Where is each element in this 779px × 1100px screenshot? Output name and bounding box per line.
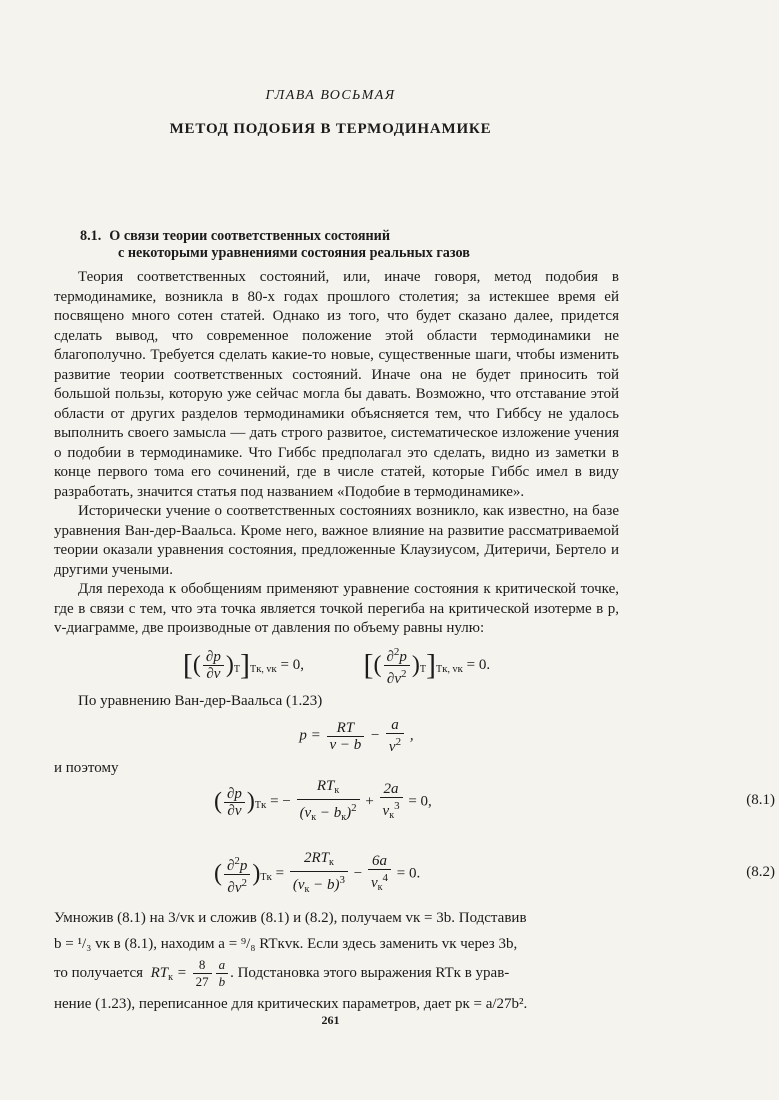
paragraph: Исторически учение о соответственных состояниях возникло, как известно, на базе уравнения Ван-дер-Ваальса. Кроме него, важное влияние на развитие рассматриваемой теории оказали уравнения состояния, предложенные Клаузиусом, Дитеричи, Бертело и другими учеными. <box>54 503 619 578</box>
closing-line: нение (1.23), переписанное для критических параметров, дает pк = a/27b². <box>54 995 528 1012</box>
therefore-text: и поэтому <box>54 760 119 776</box>
closing-line3-end: . Подстановка этого выражения RTк в урав- <box>230 964 510 981</box>
equation-8-2: ( $\frac{\partial^2p}{\partial v^2}$ )$_{Tк}$ = $\frac{2RT_к}{(v_к - b)^3}$ − $\frac{6a}{v_к^4}$ = 0. (8.2) <box>214 850 775 896</box>
paragraph: Теория соответственных состояний, или, иначе говоря, метод подобия в термодинамике, возникла в 80-х годах прошлого столетия; за истекшее время ей посвящено много сотен статей. Однако из того, что будет сказано далее, придется сделать вывод, что современное положение этой области термодинамики не благополучно. Требуется сделать какие-то новые, существенные шаги, чтобы изменить развитие теории соответственных состояний. Иначе она не будет приносить той большой пользы, которую уже сейчас могла бы давать. Возможно, что отставание этой области от других разделов термодинамики объясняется тем, что Гиббсу не удалось выполнить своего замысла — дать строго развитое, систематическое изложение учения о подобии в термодинамике. Что Гиббс предполагал это сделать, видно из заметки в конце первого тома его сочинений, где в числе статей, которые Гиббс имел в виду разработать, значится статья под названием «Подобие в термодинамике». <box>54 269 619 500</box>
equation-number-8-1: (8.1) <box>746 792 775 808</box>
closing-text <box>54 905 619 1017</box>
section-number: 8.1. <box>80 228 102 244</box>
equation-critical-conditions: [( $\frac{\partial p}{\partial v}$ )$_T]_{Tк, vк} = 0$, [( $\frac{\partial^2p}{\partial v^2}$ )$_T]_{Tк, vк} = 0$. <box>182 646 491 687</box>
section-heading <box>80 228 620 262</box>
closing-line: то получается $RT_к$ = $\frac{8}{27}$ $\frac{a}{b}$ . Подстановка этого выражения RTк в урав- <box>54 957 510 989</box>
page-number: 261 <box>321 1013 340 1027</box>
body-text <box>54 268 619 639</box>
paragraph: Для перехода к обобщениям применяют уравнение состояния к критической точке, где в связи с тем, что эта точка является точкой перегиба на критической изотерме в p, v-диаграмме, две производные от давления по объему равны нулю: <box>54 581 619 636</box>
chapter-label: ГЛАВА ВОСЬМАЯ <box>265 88 396 103</box>
section-title-line1: О связи теории соответственных состояний <box>109 228 391 244</box>
equation-8-1: ( $\frac{\partial p}{\partial v}$ )$_{Tк}$ = − $\frac{RT_к}{(v_к - b_к)^2}$ + $\frac{2a}{v_к^3}$ = 0, (8.1) <box>214 778 775 823</box>
closing-line: b = ¹/₃ vк в (8.1), находим a = ⁹/₈ RTкvк. Если здесь заменить vк через 3b, <box>54 936 518 952</box>
section-title-line2: с некоторыми уравнениями состояния реальных газов <box>118 245 470 261</box>
equation-number-8-2: (8.2) <box>746 864 775 880</box>
closing-line3-start: то получается <box>54 964 144 981</box>
equation-van-der-waals: p = $\frac{RT}{v - b}$ − $\frac{a}{v^2}$ , <box>299 717 414 755</box>
vdw-intro-text: По уравнению Ван-дер-Ваальса (1.23) <box>78 693 323 709</box>
chapter-title: МЕТОД ПОДОБИЯ В ТЕРМОДИНАМИКЕ <box>169 121 492 137</box>
closing-line: Умножив (8.1) на 3/vк и сложив (8.1) и (8.2), получаем vк = 3b. Подставив <box>54 910 527 926</box>
